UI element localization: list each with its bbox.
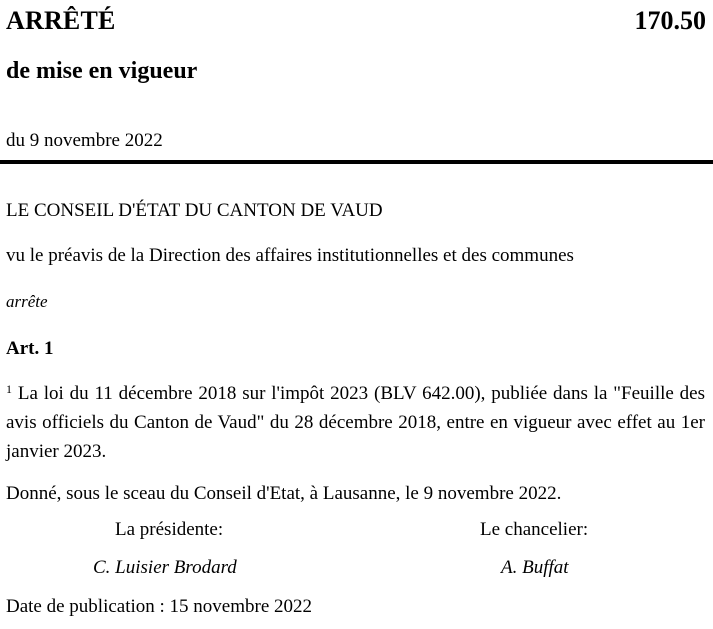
document-date: du 9 novembre 2022 [6,130,163,151]
publication-date: Date de publication : 15 novembre 2022 [6,596,313,617]
document-type: ARRÊTÉ [6,6,116,35]
paragraph-number: 1 [6,382,12,396]
article-paragraph [6,379,705,466]
article-text: La loi du 11 décembre 2018 sur l'impôt 2023 (BLV 642.00), publiée dans la "Feuille des avis officiels du Canton de Vaud" du 28 décembre 2018, entre en vigueur avec effet au 1er janvier 2023. [6,383,706,462]
president-name: C. Luisier Brodard [93,557,237,578]
document-subtitle: de mise en vigueur [6,58,198,84]
title-row [6,6,706,40]
document-number: 170.50 [634,6,706,35]
header-divider [0,160,713,164]
chancellor-name: A. Buffat [501,557,569,578]
given-statement: Donné, sous le sceau du Conseil d'Etat, à Lausanne, le 9 novembre 2022. [6,483,562,504]
issuing-authority: LE CONSEIL D'ÉTAT DU CANTON DE VAUD [6,200,383,221]
decree-word: arrête [6,292,48,311]
preamble-line: vu le préavis de la Direction des affaires institutionnelles et des communes [6,245,574,266]
president-role: La présidente: [115,519,224,540]
article-heading: Art. 1 [6,338,54,359]
chancellor-role: Le chancelier: [480,519,589,540]
